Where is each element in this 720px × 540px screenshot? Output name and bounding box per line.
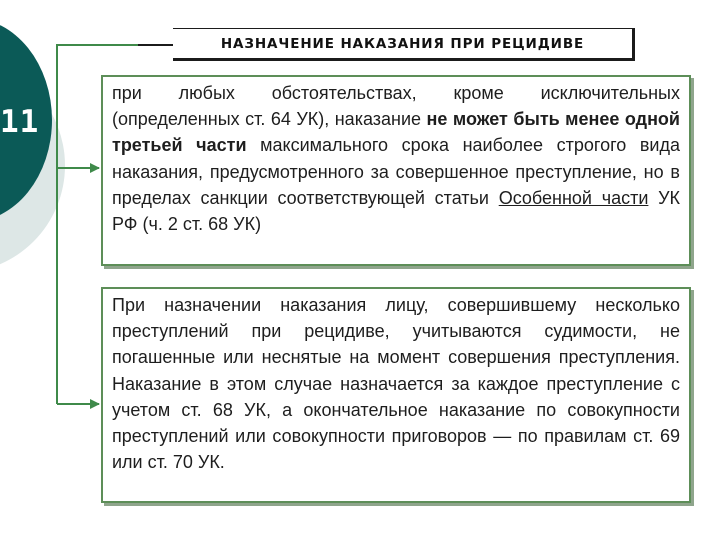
box1-bold-text: не может быть менее одной третьей части bbox=[112, 109, 680, 156]
special-part-link[interactable]: Особенной части bbox=[498, 187, 649, 208]
box1-text-1: при любых обстоятельствах, кроме исключительных (определенных ст. 64 УК), наказание bbox=[112, 83, 680, 130]
box2-text: При назначении наказания лицу, совершившему несколько преступлений при рецидиве, учитываются судимости, не погашенные или неснятые на момент совершения преступления. Наказание в этом случае назначается за каждое преступление с учетом ст. 68 УК, а окончательное наказание по совокупности преступлений или совокупности приговоров — по правилам ст. 69 или ст. 70 УК. bbox=[112, 295, 680, 473]
rule-box-convictions bbox=[101, 287, 691, 503]
box1-text-3: УК РФ (ч. 2 ст. 68 УК) bbox=[112, 187, 681, 235]
slide-number: 11 bbox=[0, 104, 40, 140]
rule-box-minimum-term bbox=[101, 75, 691, 266]
slide-title: НАЗНАЧЕНИЕ НАКАЗАНИЯ ПРИ РЕЦИДИВЕ bbox=[173, 28, 635, 61]
box1-text-2: максимального срока наиболее строгого вида наказания, предусмотренного за совершенное преступление, но в пределах санкции соответствующей статьи bbox=[112, 135, 680, 208]
